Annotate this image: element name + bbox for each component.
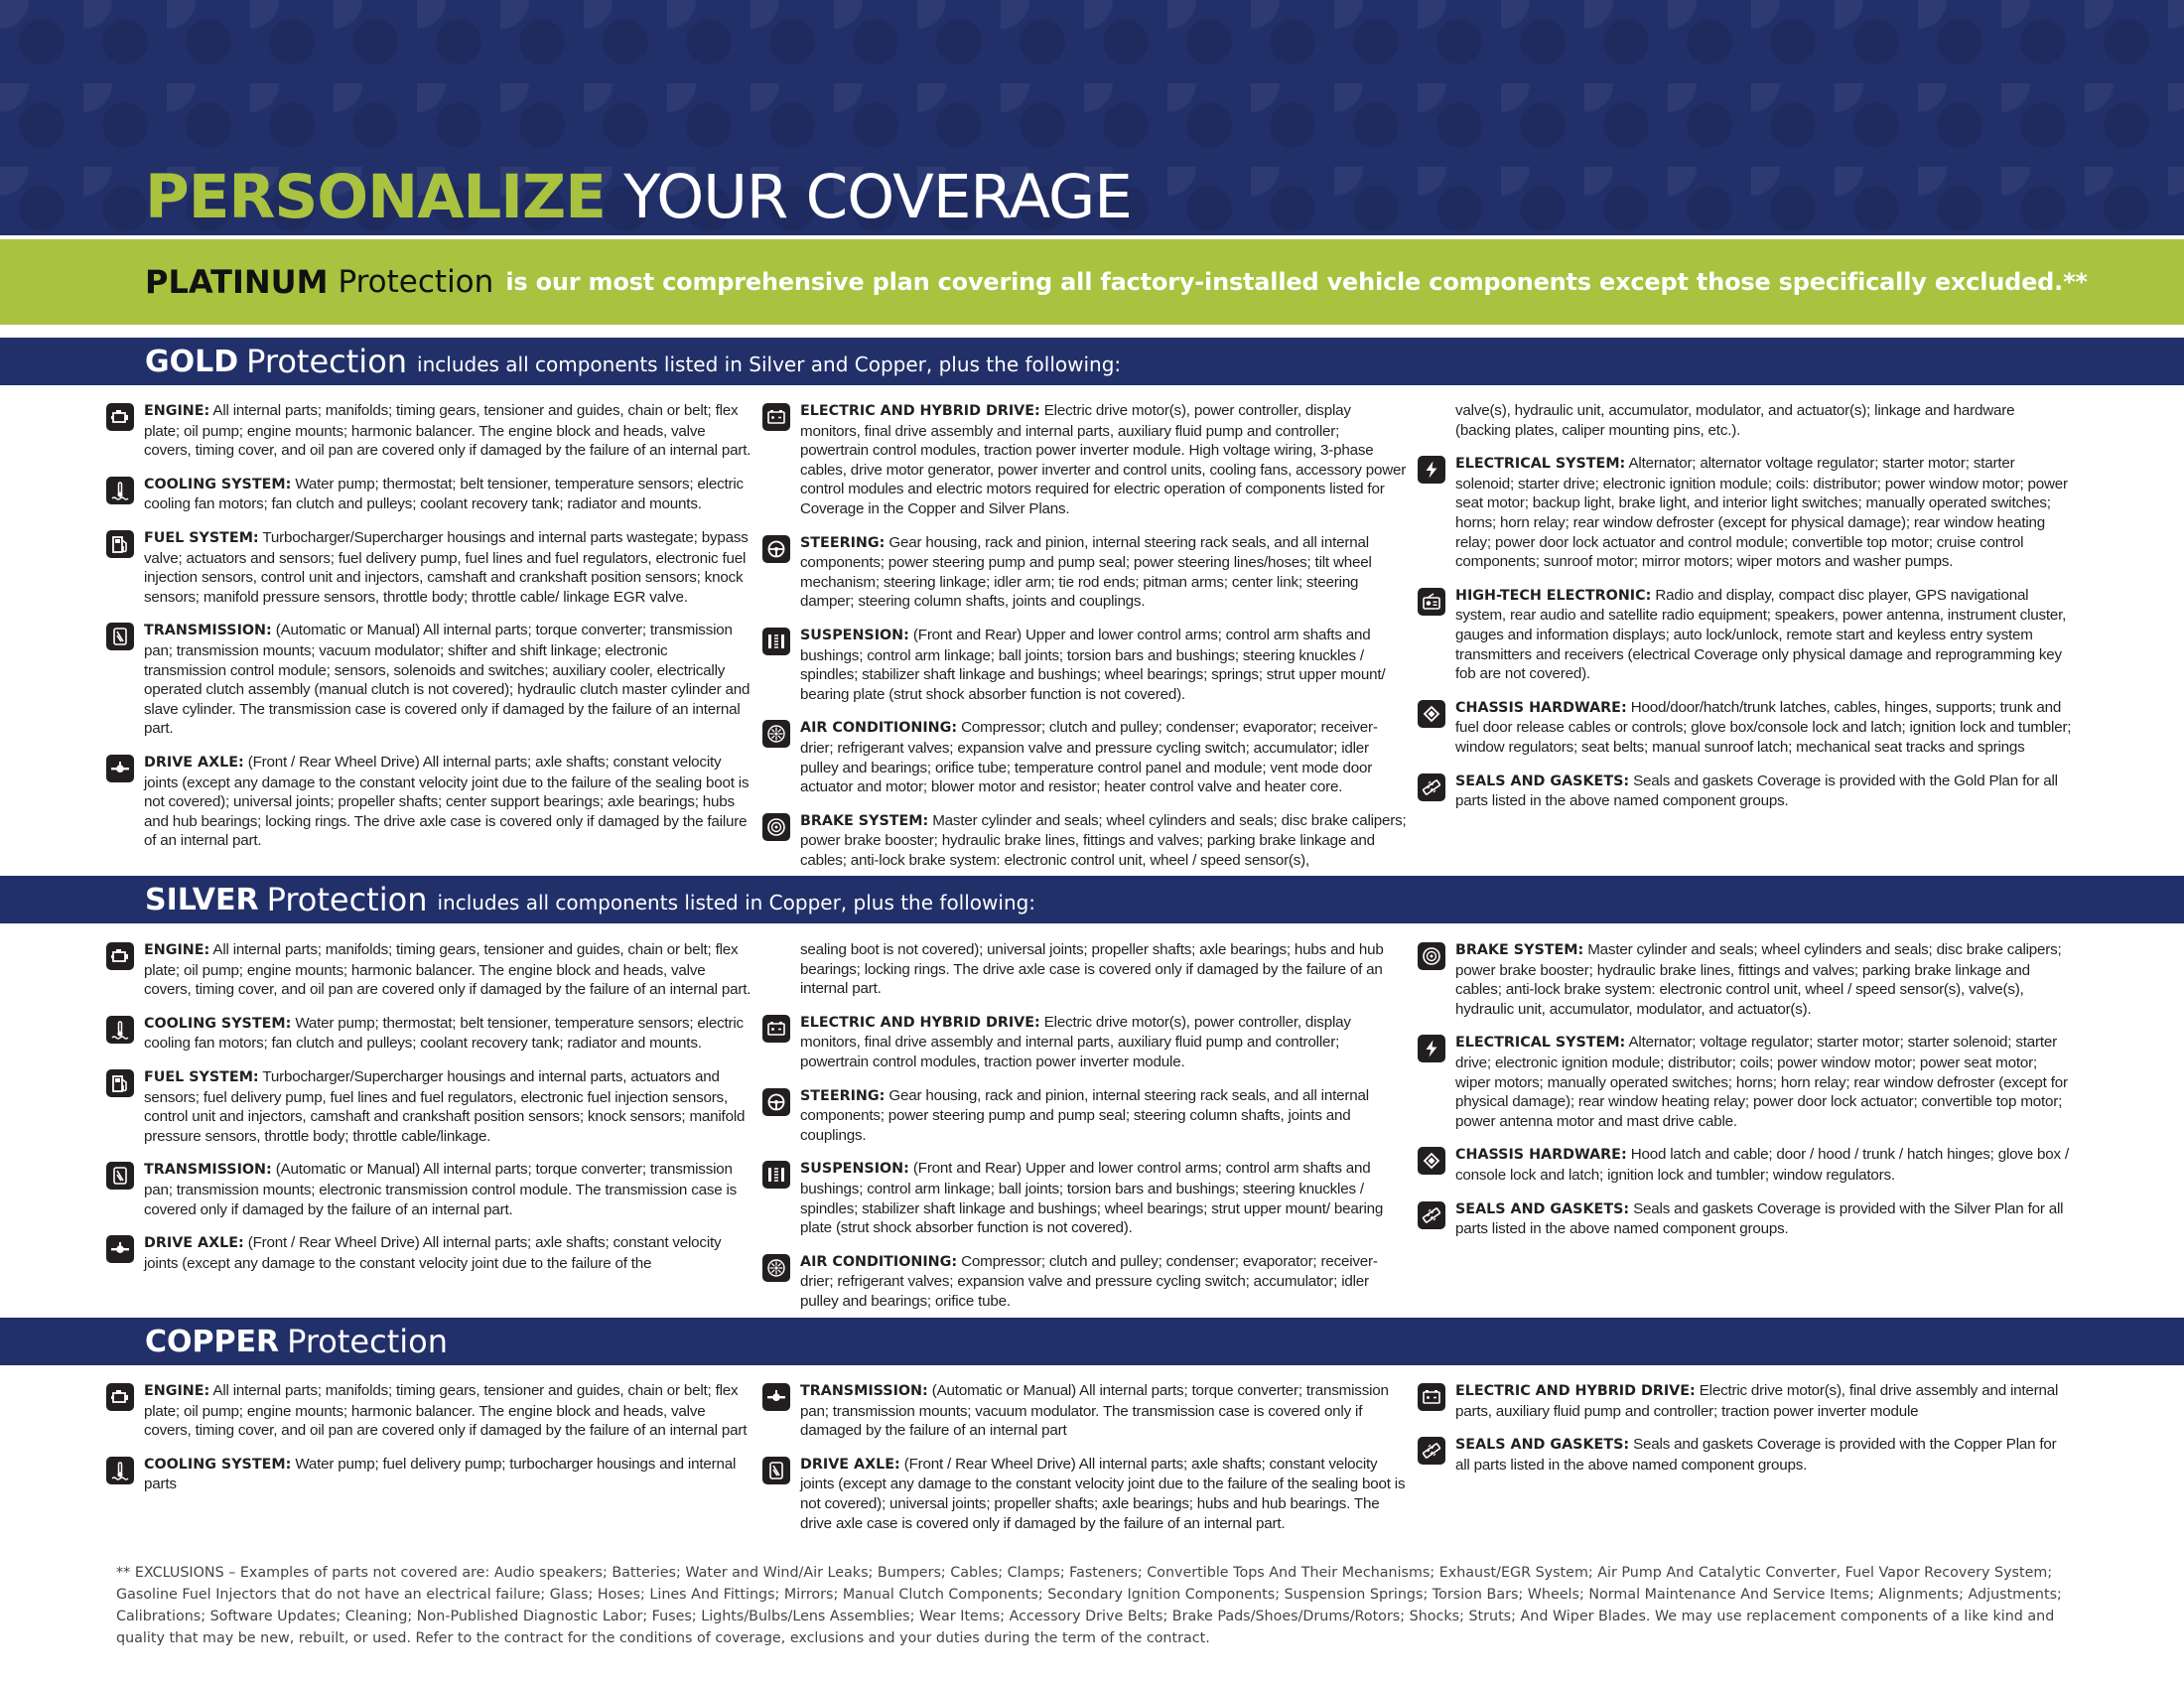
coverage-item: [1418, 1435, 2073, 1475]
coverage-item-description: (Automatic or Manual) All internal parts; torque converter; transmission pan; transmission mounts; electronic transmission control module. The transmission case is covered only if damaged by the failure of an internal part.: [144, 1161, 738, 1218]
coverage-item-label: AIR CONDITIONING:: [800, 1253, 958, 1270]
coverage-item-description: Gear housing, rack and pinion, internal steering rack seals, and all internal components; power steering pump and pump seal; power steering lines/hoses; tilt wheel mechanism; steering linkage; idler arm; tie rod ends; pitman arms; center link; steering damper; steering column shafts, joints and couplings.: [800, 533, 1372, 611]
silver-column-2: [762, 940, 1408, 1312]
silver-column-2-items: [762, 1013, 1408, 1312]
fuel-pump-icon: [106, 530, 134, 558]
coverage-item-text: [144, 401, 751, 461]
coverage-item: [1418, 454, 2073, 572]
coverage-item: [1418, 698, 2073, 758]
chassis-icon: [1418, 700, 1445, 728]
coverage-item-description: Water pump; thermostat; belt tensioner, temperature sensors; electric cooling fan motors; fan clutch and pulleys; coolant recovery tank; radiator and mounts.: [144, 475, 744, 513]
drive-axle-icon: [762, 1383, 790, 1411]
coverage-item-label: COOLING SYSTEM:: [144, 476, 292, 492]
engine-icon: [106, 942, 134, 970]
coverage-item-label: ELECTRIC AND HYBRID DRIVE:: [800, 1014, 1040, 1031]
engine-icon: [106, 403, 134, 431]
coverage-item-description: (Front and Rear) Upper and lower control arms; control arm shafts and bushings; control arm linkage; ball joints; torsion bars and bushings; steering knuckles / spindles; stabilizer shaft linkage and bushings; wheel bearings; strut upper mount/ bearing plate (strut shock absorber function is not covered).: [800, 1160, 1384, 1237]
coverage-item-text: [800, 1159, 1408, 1237]
coverage-item-description: Turbocharger/Supercharger housings and internal parts wastegate; bypass valve; actuators and sensors; fuel delivery pump, fuel lines and fuel regulators, electronic fuel injection sensors, control unit and injectors, camshaft and crankshaft position sensors; knock sensors; manifold pressure sensors, throttle body; throttle cable/ linkage EGR valve.: [144, 528, 749, 606]
coverage-item-description: Hood latch and cable; door / hood / trunk / hatch hinges; glove box / console lock and latch; ignition lock and tumbler; window regulators.: [1455, 1146, 2069, 1184]
steering-wheel-icon: [762, 535, 790, 563]
coverage-item-description: (Front / Rear Wheel Drive) All internal parts; axle shafts; constant velocity joints (except any damage to the constant velocity joint due to the failure of the: [144, 1234, 722, 1272]
platinum-band: [0, 239, 2184, 325]
coverage-item-label: TRANSMISSION:: [144, 1162, 272, 1179]
coverage-item-description: Hood/door/hatch/trunk latches, cables, hinges, supports; trunk and fuel door release cables or controls; glove box/console lock and latch; ignition lock and tumbler; window regulators; seat belts; manual sunroof latch; mechanical seat tracks and springs: [1455, 698, 2072, 756]
radio-icon: [1418, 588, 1445, 616]
battery-icon: [762, 1015, 790, 1043]
coverage-item-description: Compressor; clutch and pulley; condenser; evaporator; receiver-drier; refrigerant valves; expansion valve and pressure cycling switch; accumulator; idler pulley and bearings; orifice tube.: [800, 1252, 1378, 1310]
coverage-item-label: FUEL SYSTEM:: [144, 1068, 259, 1085]
coverage-item-label: CHASSIS HARDWARE:: [1455, 1147, 1627, 1164]
coverage-item: [762, 1252, 1408, 1312]
coverage-item-description: Water pump; thermostat; belt tensioner, temperature sensors; electric cooling fan motors; fan clutch and pulleys; coolant recovery tank; radiator and mounts.: [144, 1014, 744, 1053]
coverage-item-description: Seals and gaskets Coverage is provided with the Silver Plan for all parts listed in the above named component groups.: [1455, 1199, 2064, 1238]
coverage-item-label: SUSPENSION:: [800, 1161, 909, 1178]
hero-banner: [0, 0, 2184, 235]
platinum-name: PLATINUM: [145, 263, 329, 301]
coverage-item: [762, 1381, 1408, 1441]
coverage-item-text: [800, 1013, 1408, 1072]
fan-icon: [762, 720, 790, 748]
coverage-item-text: [1455, 1145, 2073, 1185]
coverage-item-text: [800, 626, 1408, 704]
gasket-icon: [1418, 774, 1445, 801]
coverage-item-label: DRIVE AXLE:: [800, 1456, 900, 1473]
coverage-item-text: [1455, 1381, 2073, 1421]
coverage-item-description: All internal parts; manifolds; timing gears, tensioner and guides, chain or belt; flex plate; oil pump; engine mounts; harmonic balancer. The engine block and heads, valve covers, timing cover, and oil pan are covered only if damaged by the failure of an internal part: [144, 1382, 748, 1440]
silver-header: [0, 876, 2184, 923]
continued-text: valve(s), hydraulic unit, accumulator, modulator, and actuator(s); linkage and hardware (backing plates, caliper mounting pins, etc.).: [1455, 402, 2015, 439]
page-title-highlight: PERSONALIZE: [145, 162, 606, 232]
continued-text: sealing boot is not covered); universal joints; propeller shafts; axle bearings; hubs and hub bearings; locking rings. The drive axle case is covered only if damaged by the failure of an internal part.: [800, 941, 1384, 998]
transmission-icon: [762, 1457, 790, 1484]
coverage-item-label: ELECTRIC AND HYBRID DRIVE:: [800, 403, 1040, 419]
coverage-item-label: STEERING:: [800, 1087, 886, 1104]
coverage-item-label: SEALS AND GASKETS:: [1455, 773, 1630, 789]
copper-name: COPPER: [145, 1324, 280, 1359]
lightning-icon: [1418, 456, 1445, 484]
coverage-item-description: Electric drive motor(s), final drive assembly and internal parts, auxiliary fluid pump and controller; traction power inverter module: [1455, 1382, 2059, 1420]
coverage-item-label: FUEL SYSTEM:: [144, 529, 259, 546]
coverage-item-text: [1455, 586, 2073, 684]
silver-description: includes all components listed in Copper, plus the following:: [437, 891, 1036, 914]
silver-name: SILVER: [145, 882, 259, 917]
coverage-item-label: ELECTRICAL SYSTEM:: [1455, 456, 1626, 473]
coverage-item-label: BRAKE SYSTEM:: [800, 812, 929, 829]
coverage-item-text: [1455, 1435, 2073, 1475]
copper-column-1: [106, 1381, 751, 1494]
coverage-item-text: [144, 1067, 751, 1146]
gold-name: GOLD: [145, 344, 239, 379]
coverage-item-text: [144, 1160, 751, 1219]
coverage-item-description: Alternator; alternator voltage regulator; starter motor; starter solenoid; starter drive; electronic ignition module; coils: distributor; power window motor; power seat motor; backup light, brake light, and interior light switches; manually operated switches; horns; horn relay; rear window defroster (except for physical damage); rear window heating relay; power door lock actuator and control module; convertible top motor; cruise control components; sunroof motor; mirror motors; wiper motors and washer pumps.: [1455, 455, 2068, 571]
coverage-item: [762, 811, 1408, 871]
brake-disc-icon: [762, 813, 790, 841]
coverage-item: [106, 1455, 751, 1494]
coverage-item-label: SEALS AND GASKETS:: [1455, 1200, 1630, 1217]
coverage-item-text: [800, 811, 1408, 871]
coverage-item: [106, 1233, 751, 1273]
coverage-item-text: [144, 940, 751, 1000]
platinum-description: is our most comprehensive plan covering all factory-installed vehicle components except those specifically excluded.**: [505, 268, 2088, 296]
coverage-item-description: Electric drive motor(s), power controller, display monitors, final drive assembly and internal parts, auxiliary fluid pump and controller; powertrain control modules, traction power inverter module. High voltage wiring, 3-phase cables, drive motor generator, power inverter and control units, cooling fans, accessory power control modules and electric motors required for electric operation of components listed for Coverage in the Copper and Silver Plans.: [800, 402, 1407, 517]
coverage-item-label: DRIVE AXLE:: [144, 754, 244, 771]
coverage-item-description: (Front / Rear Wheel Drive) All internal parts; axle shafts; constant velocity joints (except any damage to the constant velocity joint due to the failure of the sealing boot is not covered); universal joints; propeller shafts; axle bearings; hubs and hub bearings. The drive axle case is covered only if damaged by the failure of an internal part.: [800, 1455, 1406, 1532]
coverage-item-text: [800, 1086, 1408, 1146]
drive-axle-icon: [106, 755, 134, 782]
page-title-rest: YOUR COVERAGE: [605, 162, 1132, 232]
coverage-item-description: (Front and Rear) Upper and lower control arms; control arm shafts and bushings; control arm linkage; ball joints; torsion bars and bushings; steering knuckles / spindles; stabilizer shaft linkage and bushings; wheel bearings; springs; strut upper mount/ bearing plate (strut shock absorber function is not covered).: [800, 626, 1386, 703]
coverage-item: [762, 401, 1408, 519]
gasket-icon: [1418, 1201, 1445, 1229]
silver-column-1: [106, 940, 751, 1273]
fuel-pump-icon: [106, 1069, 134, 1097]
coverage-item-label: TRANSMISSION:: [144, 623, 272, 639]
coverage-item-text: [800, 533, 1408, 612]
engine-icon: [106, 1383, 134, 1411]
gasket-icon: [1418, 1437, 1445, 1465]
coverage-item: [106, 1381, 751, 1441]
battery-icon: [1418, 1383, 1445, 1411]
coverage-item-label: CHASSIS HARDWARE:: [1455, 699, 1627, 716]
exclusions-note: ** EXCLUSIONS – Examples of parts not covered are: Audio speakers; Batteries; Water and Wind/Air Leaks; Bumpers; Cables; Clamps; Fasteners; Convertible Tops And Their Mechanisms; Exhaust/EGR System; Air Pump And Catalytic Converter, Fuel Vapor Recovery System; Gasoline Fuel Injectors that do not have an electrical failure; Glass; Hoses; Lines And Fittings; Mirrors; Manual Clutch Components; Secondary Ignition Components; Suspension Springs; Torsion Bars; Wheels; Normal Maintenance And Service Items; Alignments; Adjustments; Calibrations; Software Updates; Cleaning; Non-Published Diagnostic Labor; Fuses; Lights/Bulbs/Lens Assemblies; Wear Items; Accessory Drive Belts; Brake Pads/Shoes/Drums/Rotors; Shocks; Struts; And Wiper Blades. We may use replacement components of a like kind and quality that may be new, rebuilt, or used. Refer to the contract for the conditions of coverage, exclusions and your duties during the term of the contract.: [116, 1565, 2062, 1646]
coverage-item: [1418, 586, 2073, 684]
gold-column-3-items: [1418, 454, 2073, 811]
coverage-item-description: Alternator; voltage regulator; starter motor; starter solenoid; starter drive; electronic ignition module; distributor; coils; power window motor; power seat motor; wiper motors; manually operated switches; horns; horn relay; rear window defroster (except for physical damage); rear window heating relay; power door lock actuator; convertible top motor; power antenna motor and mast drive cable.: [1455, 1034, 2068, 1130]
coverage-item-description: Radio and display, compact disc player, GPS navigational system, rear audio and satellite radio equipment; speakers, power antenna, instrument cluster, gauges and information displays; auto lock/unlock, remote start and keyless entry system transmitters and receivers (electrical Coverage only physical damage and reprogramming key fob are not covered).: [1455, 586, 2067, 683]
coverage-item: [762, 1455, 1408, 1533]
coverage-item-text: [800, 1252, 1408, 1312]
coverage-item-label: STEERING:: [800, 534, 886, 551]
coverage-item: [1418, 772, 2073, 811]
transmission-icon: [106, 1162, 134, 1190]
suspension-icon: [762, 1161, 790, 1189]
coverage-item-text: [1455, 454, 2073, 572]
silver-protection: Protection: [266, 881, 428, 918]
coverage-item-text: [144, 753, 751, 851]
coverage-item-description: (Front / Rear Wheel Drive) All internal parts; axle shafts; constant velocity joints (except any damage to the constant velocity joint due to the failure of the sealing boot is not covered); universal joints; propeller shafts; center support bearings; axle bearings; hubs and hub bearings; locking rings. The drive axle case is covered only if damaged by the failure of an internal part.: [144, 753, 750, 850]
steering-wheel-icon: [762, 1088, 790, 1116]
copper-column-3: [1418, 1381, 2073, 1475]
coverage-item-description: All internal parts; manifolds; timing gears, tensioner and guides, chain or belt; flex plate; oil pump; engine mounts; harmonic balancer. The engine block and heads, valve covers, timing cover, and oil pan are covered only if damaged by the failure of an internal part.: [144, 402, 751, 460]
coverage-item-label: HIGH-TECH ELECTRONIC:: [1455, 587, 1652, 604]
coverage-item-label: BRAKE SYSTEM:: [1455, 942, 1584, 958]
coverage-item: [1418, 1199, 2073, 1239]
coverage-item: [762, 626, 1408, 704]
coverage-item-label: COOLING SYSTEM:: [144, 1015, 292, 1032]
coverage-item: [106, 753, 751, 851]
brake-disc-icon: [1418, 942, 1445, 970]
coverage-item-text: [1455, 1033, 2073, 1131]
coverage-item-label: COOLING SYSTEM:: [144, 1456, 292, 1473]
coverage-item-text: [1455, 698, 2073, 758]
coverage-item: [762, 533, 1408, 612]
coverage-item-text: [1455, 1199, 2073, 1239]
coverage-item: [106, 401, 751, 461]
coverage-item: [106, 475, 751, 514]
coverage-item-description: Gear housing, rack and pinion, internal steering rack seals, and all internal components; power steering pump and pump seal; steering column shafts, joints and couplings.: [800, 1086, 1369, 1144]
coverage-item-label: DRIVE AXLE:: [144, 1235, 244, 1252]
coverage-item-text: [144, 1233, 751, 1273]
copper-column-2: [762, 1381, 1408, 1533]
cooling-system-icon: [106, 1016, 134, 1044]
coverage-item-text: [800, 1455, 1408, 1533]
battery-icon: [762, 403, 790, 431]
coverage-item-label: ELECTRICAL SYSTEM:: [1455, 1035, 1626, 1052]
coverage-item: [1418, 1145, 2073, 1185]
page-title: [145, 163, 1132, 232]
coverage-item: [1418, 1033, 2073, 1131]
coverage-item-label: SEALS AND GASKETS:: [1455, 1437, 1630, 1454]
coverage-item-description: Electric drive motor(s), power controller, display monitors, final drive assembly and internal parts, auxiliary fluid pump and controller; powertrain control modules, traction power inverter module.: [800, 1013, 1351, 1070]
coverage-item: [762, 718, 1408, 796]
coverage-item: [762, 1086, 1408, 1146]
gold-column-2: [762, 401, 1408, 870]
coverage-item-label: TRANSMISSION:: [800, 1383, 928, 1399]
copper-protection: Protection: [287, 1323, 448, 1360]
platinum-protection: Protection: [338, 264, 494, 300]
coverage-item-label: ENGINE:: [144, 1383, 210, 1399]
copper-header: [0, 1318, 2184, 1365]
coverage-item: [106, 1160, 751, 1219]
coverage-item: [1418, 940, 2073, 1019]
coverage-item-text: [800, 401, 1408, 519]
coverage-item-text: [144, 528, 751, 607]
coverage-item-text: [144, 1014, 751, 1054]
gold-protection: Protection: [246, 343, 408, 380]
coverage-item-label: ENGINE:: [144, 942, 210, 958]
coverage-item-description: Master cylinder and seals; wheel cylinders and seals; disc brake calipers; power brake booster; hydraulic brake lines, fittings and valves; parking brake linkage and cables; anti-lock brake system: electronic control unit, wheel / speed sensor(s), valve(s), hydraulic unit, accumulator, modulator, and actuator(s).: [1455, 941, 2062, 1018]
gold-description: includes all components listed in Silver and Copper, plus the following:: [417, 352, 1122, 376]
coverage-item-text: [800, 1381, 1408, 1441]
silver-column-3: [1418, 940, 2073, 1239]
coverage-item-description: Seals and gaskets Coverage is provided with the Gold Plan for all parts listed in the above named component groups.: [1455, 772, 2058, 810]
coverage-item-text: [144, 1381, 751, 1441]
coverage-item-text: [800, 718, 1408, 796]
drive-axle-icon: [106, 1235, 134, 1263]
gold-column-1: [106, 401, 751, 851]
coverage-item-description: Seals and gaskets Coverage is provided with the Copper Plan for all parts listed in the above named component groups.: [1455, 1436, 2057, 1474]
coverage-item-description: Water pump; fuel delivery pump; turbocharger housings and internal parts: [144, 1455, 737, 1493]
cooling-system-icon: [106, 477, 134, 504]
coverage-item-description: All internal parts; manifolds; timing gears, tensioner and guides, chain or belt; flex plate; oil pump; engine mounts; harmonic balancer. The engine block and heads, valve covers, timing cover, and oil pan are covered only if damaged by the failure of an internal part.: [144, 941, 751, 999]
coverage-item-text: [144, 621, 751, 739]
cooling-system-icon: [106, 1457, 134, 1484]
coverage-item-text: [144, 475, 751, 514]
coverage-item-text: [1455, 940, 2073, 1019]
coverage-item-description: (Automatic or Manual) All internal parts; torque converter; transmission pan; transmission mounts; vacuum modulator. The transmission case is covered only if damaged by the failure of an internal part: [800, 1382, 1389, 1440]
coverage-item-label: SUSPENSION:: [800, 627, 909, 643]
gold-column-3: [1418, 401, 2073, 811]
coverage-item-text: [144, 1455, 751, 1494]
suspension-icon: [762, 628, 790, 655]
coverage-item-description: Turbocharger/Supercharger housings and internal parts, actuators and sensors; fuel delivery pump, fuel lines and fuel regulators, electronic fuel injection sensors, control unit and injectors, camshaft and crankshaft position sensors; knock sensors; manifold pressure sensors, throttle body; throttle cable/linkage.: [144, 1067, 746, 1145]
coverage-item-label: ENGINE:: [144, 403, 210, 419]
coverage-item: [106, 1014, 751, 1054]
transmission-icon: [106, 623, 134, 650]
coverage-item: [106, 528, 751, 607]
coverage-item-description: (Automatic or Manual) All internal parts; torque converter; transmission pan; transmission mounts; vacuum modulator; shifter and shift linkage; electronic transmission control module; sensors, solenoids and switches; auxiliary cooler, electrically operated clutch assembly (manual clutch is not covered); hydraulic clutch master cylinder and slave cylinder. The transmission case is covered only if damaged by the failure of an internal part.: [144, 622, 751, 738]
coverage-item-label: ELECTRIC AND HYBRID DRIVE:: [1455, 1383, 1696, 1399]
coverage-item-label: AIR CONDITIONING:: [800, 720, 958, 737]
coverage-item: [762, 1013, 1408, 1072]
coverage-item: [762, 1159, 1408, 1237]
coverage-item-text: [1455, 772, 2073, 811]
coverage-item-description: Master cylinder and seals; wheel cylinders and seals; disc brake calipers; power brake booster; hydraulic brake lines, fittings and valves; parking brake linkage and cables; anti-lock brake system: electronic control unit, wheel / speed sensor(s),: [800, 811, 1407, 869]
lightning-icon: [1418, 1035, 1445, 1062]
fan-icon: [762, 1254, 790, 1282]
gold-header: [0, 338, 2184, 385]
coverage-item-description: Compressor; clutch and pulley; condenser; evaporator; receiver-drier; refrigerant valves; expansion valve and pressure cycling switch; accumulator; idler pulley and bearings; orifice tube; temperature control panel and module; vent mode door actuator and motor; blower motor and resistor; heater control valve and heater core.: [800, 719, 1378, 796]
coverage-item: [1418, 1381, 2073, 1421]
coverage-item: [106, 940, 751, 1000]
coverage-item: [106, 621, 751, 739]
coverage-item: [106, 1067, 751, 1146]
chassis-icon: [1418, 1147, 1445, 1175]
